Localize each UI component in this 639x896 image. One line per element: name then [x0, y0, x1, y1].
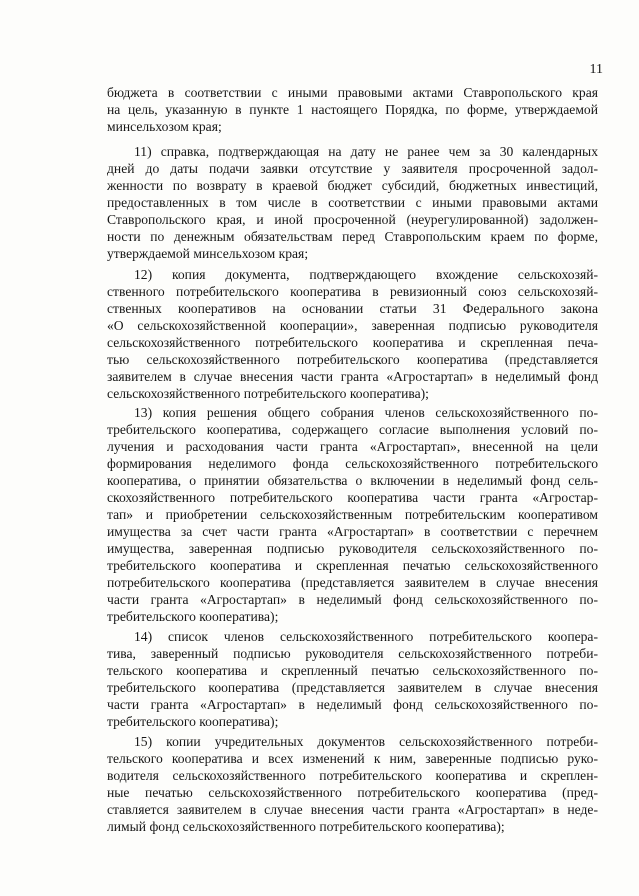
text-line: требительского кооператива и скрепленная печатью сельскохозяйственного	[107, 558, 598, 573]
text-line: тива, заверенный подписью руководителя сельскохозяйственного потреби-	[107, 646, 598, 661]
text-line: части гранта «Агростартап» в неделимый фонд сельскохозяйственного по-	[107, 592, 598, 607]
text-line: бюджета в соответствии с иными правовыми актами Ставропольского края	[107, 85, 598, 100]
text-line: тью сельскохозяйственного потребительского кооператива (представляется	[107, 352, 598, 367]
text-line: лучения и расходования части гранта «Агростартап», внесенной на цели	[107, 439, 598, 454]
text-line: требительского кооператива);	[107, 609, 279, 624]
text-line: части гранта «Агростартап» в неделимый фонд сельскохозяйственного по-	[107, 697, 598, 712]
text-line: формирования неделимого фонда сельскохозяйственного потребительского	[107, 456, 598, 471]
text-line: сельскохозяйственного потребительского кооператива и скрепленная печа-	[107, 335, 598, 350]
text-line: имущества за счет части гранта «Агростартап» в соответствии с перечнем	[107, 524, 598, 539]
text-line: лимый фонд сельскохозяйственного потребительского кооператива);	[107, 819, 505, 834]
text-line: ственных кооперативов на основании статьи 31 Федерального закона	[107, 301, 598, 316]
page-number: 11	[589, 62, 603, 77]
text-line: утверждаемой минсельхозом края;	[107, 246, 309, 261]
text-line: тап» и приобретении сельскохозяйственным потребительским кооперативом	[107, 507, 598, 522]
text-line: ственного потребительского кооператива в ревизионный союз сельскохозяй-	[107, 284, 598, 299]
text-line: тельского кооператива и скрепленный печатью сельскохозяйственного по-	[107, 663, 598, 678]
text-line: «О сельскохозяйственной кооперации», заверенная подписью руководителя	[107, 318, 598, 333]
text-line: минсельхозом края;	[107, 119, 222, 134]
text-line: потребительского кооператива (представляется заявителем в случае внесения	[107, 575, 598, 590]
text-line: требительского кооператива);	[107, 714, 279, 729]
text-line: женности по возврату в краевой бюджет субсидий, бюджетных инвестиций,	[107, 178, 598, 193]
text-line: 15) копии учредительных документов сельскохозяйственного потреби-	[134, 734, 598, 749]
text-line: предоставленных в том числе в соответствии с иными правовыми актами	[107, 195, 598, 210]
text-line: сельскохозяйственного потребительского кооператива);	[107, 386, 429, 401]
text-line: 11) справка, подтверждающая на дату не ранее чем за 30 календарных	[134, 144, 598, 159]
text-line: 12) копия документа, подтверждающего вхождение сельскохозяй-	[134, 267, 598, 282]
text-line: кооператива, о принятии обязательства о включении в неделимый фонд сель-	[107, 473, 598, 488]
text-line: дней до даты подачи заявки отсутствие у заявителя просроченной задол-	[107, 161, 598, 176]
text-line: скохозяйственного потребительского кооператива части гранта «Агростар-	[107, 490, 598, 505]
text-line: ности по денежным обязательствам перед Ставропольским краем по форме,	[107, 229, 598, 244]
text-line: 14) список членов сельскохозяйственного потребительского коопера-	[134, 629, 598, 644]
text-line: Ставропольского края, и иной просроченной (неурегулированной) задолжен-	[107, 212, 598, 227]
text-line: 13) копия решения общего собрания членов сельскохозяйственного по-	[134, 405, 598, 420]
text-line: ные печатью сельскохозяйственного потребительского кооператива (пред-	[107, 785, 598, 800]
text-line: на цель, указанную в пункте 1 настоящего Порядка, по форме, утверждаемой	[107, 102, 598, 117]
text-line: водителя сельскохозяйственного потребительского кооператива и скреплен-	[107, 768, 598, 783]
text-line: требительского кооператива, содержащего согласие выполнения условий по-	[107, 422, 598, 437]
text-line: требительского кооператива (представляется заявителем в случае внесения	[107, 680, 598, 695]
text-line: имущества, заверенная подписью руководителя сельскохозяйственного по-	[107, 541, 598, 556]
text-line: тельского кооператива и всех изменений к ним, заверенные подписью руко-	[107, 751, 598, 766]
text-line: заявителем в случае внесения части гранта «Агростартап» в неделимый фонд	[107, 369, 598, 384]
text-line: ставляется заявителем в случае внесения части гранта «Агростартап» в неде-	[107, 802, 598, 817]
